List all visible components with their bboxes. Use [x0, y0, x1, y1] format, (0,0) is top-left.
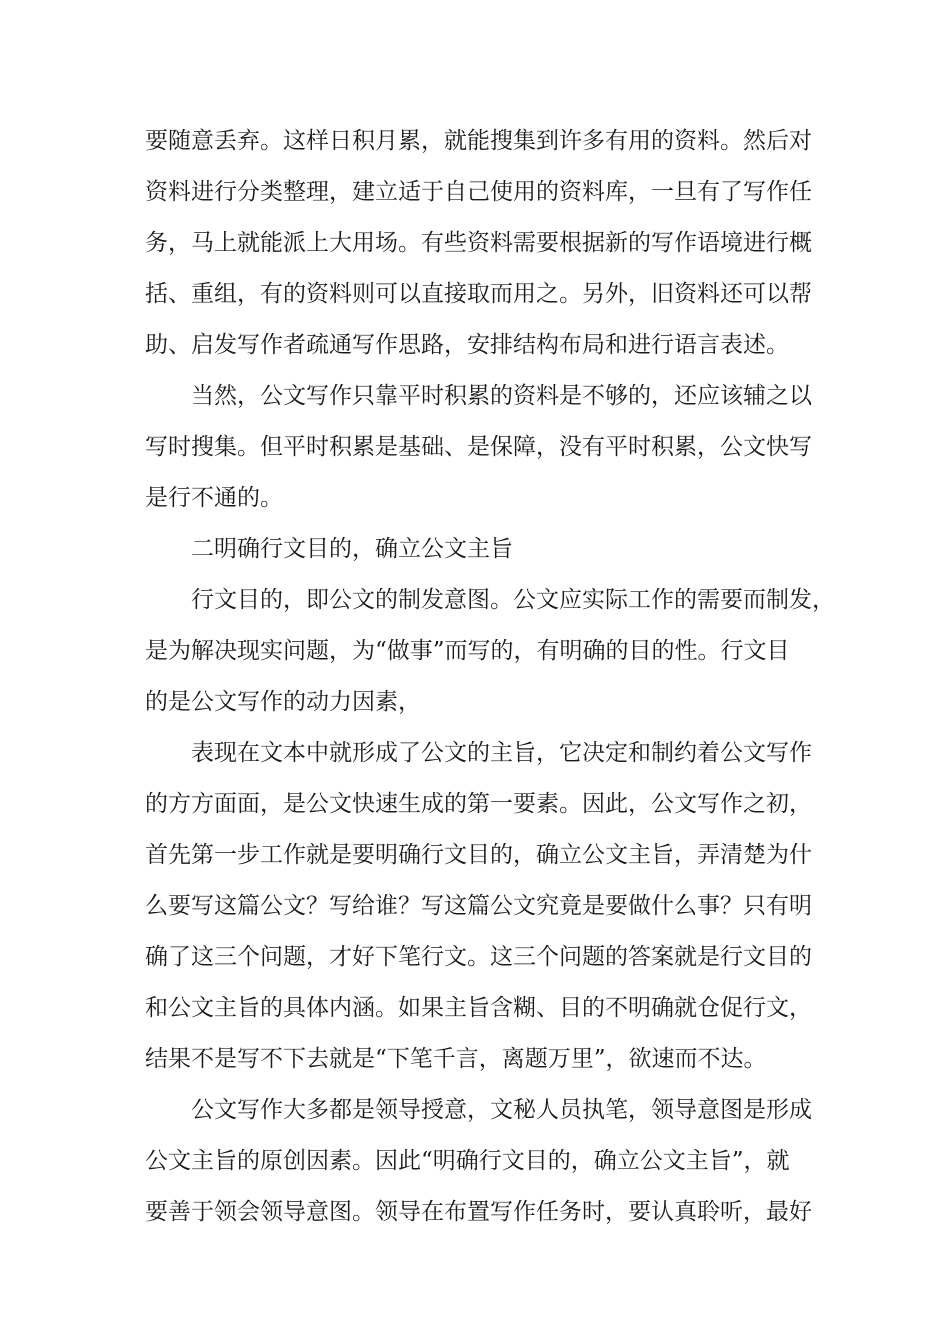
body-text — [145, 116, 835, 1238]
text-line: 是为解决现实问题，为“做事”而写的，有明确的目的性。行文目 — [145, 638, 790, 664]
text-line: 表现在文本中就形成了公文的主旨，它决定和制约着公文写作 — [191, 740, 812, 766]
text-line: 结果不是写不下去就是“下笔千言，离题万里”，欲速而不达。 — [145, 1046, 767, 1072]
text-line: 的方方面面，是公文快速生成的第一要素。因此，公文写作之初， — [145, 791, 812, 817]
text-line: 写时搜集。但平时积累是基础、是保障，没有平时积累，公文快写 — [145, 434, 812, 460]
text-line: 的是公文写作的动力因素， — [145, 689, 421, 715]
text-line: 要善于领会领导意图。领导在布置写作任务时，要认真聆听，最好 — [145, 1199, 812, 1225]
text-line: 资料进行分类整理，建立适于自己使用的资料库，一旦有了写作任 — [145, 179, 812, 205]
text-line: 行文目的，即公文的制发意图。公文应实际工作的需要而制发， — [191, 587, 835, 613]
text-line: 务，马上就能派上大用场。有些资料需要根据新的写作语境进行概 — [145, 230, 812, 256]
text-line: 当然，公文写作只靠平时积累的资料是不够的，还应该辅之以 — [191, 383, 812, 409]
text-line: 公文主旨的原创因素。因此“明确行文目的，确立公文主旨”，就 — [145, 1148, 790, 1174]
text-line: 二明确行文目的，确立公文主旨 — [191, 536, 513, 562]
text-line: 括、重组，有的资料则可以直接取而用之。另外，旧资料还可以帮 — [145, 281, 812, 307]
text-line: 和公文主旨的具体内涵。如果主旨含糊、目的不明确就仓促行文， — [145, 995, 812, 1021]
text-line: 是行不通的。 — [145, 485, 283, 511]
text-line: 公文写作大多都是领导授意，文秘人员执笔，领导意图是形成 — [191, 1097, 812, 1123]
text-line: 确了这三个问题，才好下笔行文。这三个问题的答案就是行文目的 — [145, 944, 812, 970]
text-line: 么要写这篇公文？写给谁？写这篇公文究竟是要做什么事？只有明 — [145, 893, 812, 919]
text-line: 首先第一步工作就是要明确行文目的，确立公文主旨，弄清楚为什 — [145, 842, 812, 868]
text-line: 助、启发写作者疏通写作思路，安排结构布局和进行语言表述。 — [145, 332, 789, 358]
text-line: 要随意丢弃。这样日积月累，就能搜集到许多有用的资料。然后对 — [145, 128, 812, 154]
